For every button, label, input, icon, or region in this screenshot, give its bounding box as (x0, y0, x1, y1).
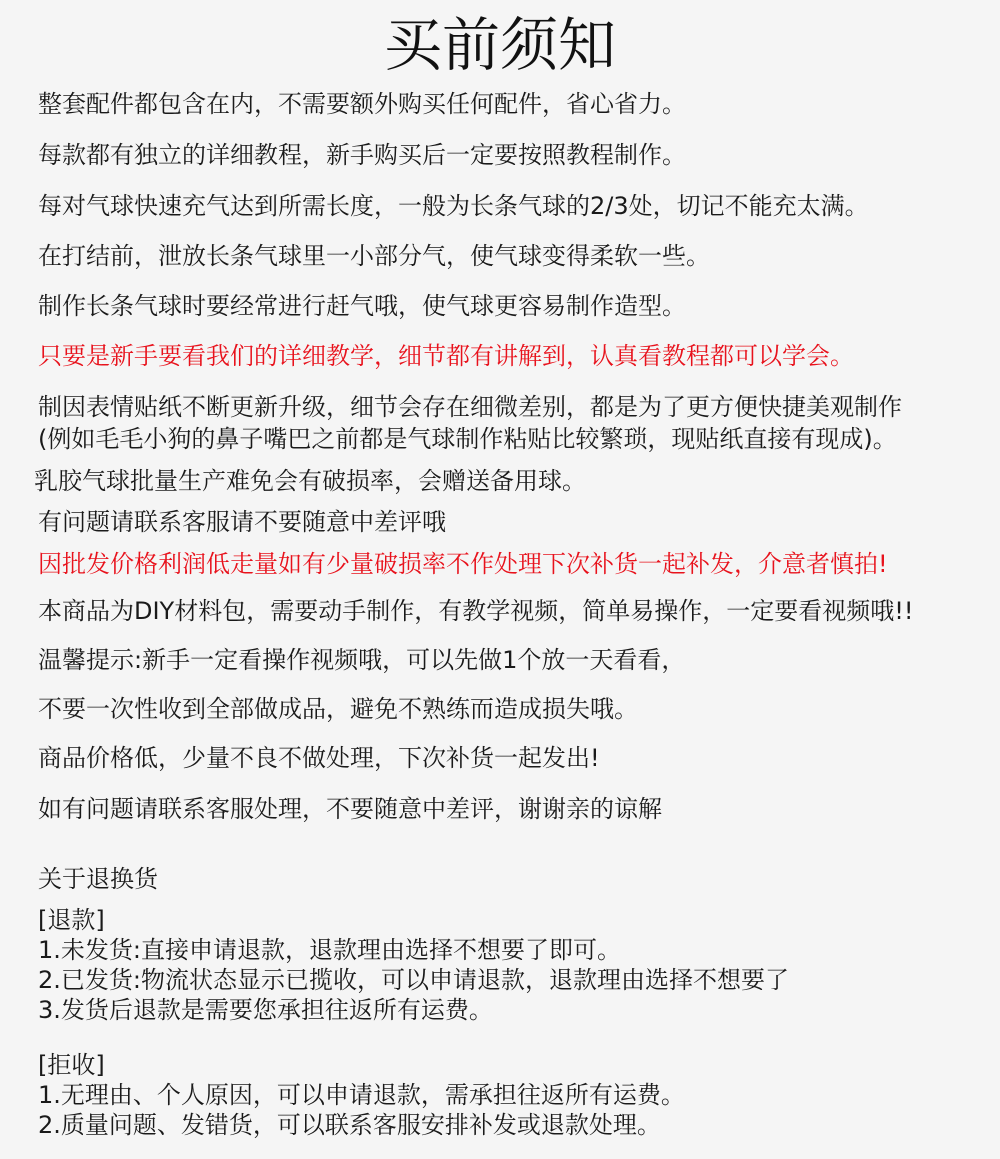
note-line: 每款都有独立的详细教程，新手购买后一定要按照教程制作。 (38, 141, 686, 169)
note-line: 如有问题请联系客服处理，不要随意中差评，谢谢亲的谅解 (38, 795, 662, 823)
note-line-highlight: 只要是新手要看我们的详细教学，细节都有讲解到，认真看教程都可以学会。 (38, 342, 854, 370)
reject-item: 1.无理由、个人原因，可以申请退款，需承担往返所有运费。 (38, 1081, 685, 1109)
page-title: 买前须知 (383, 11, 616, 79)
note-line: 有问题请联系客服请不要随意中差评哦 (38, 508, 446, 536)
refund-item: 2.已发货:物流状态显示已揽收，可以申请退款，退款理由选择不想要了 (38, 966, 789, 994)
note-line: 每对气球快速充气达到所需长度，一般为长条气球的2/3处，切记不能充太满。 (38, 192, 869, 220)
returns-heading: 关于退换货 (38, 865, 158, 893)
note-line-highlight: 因批发价格利润低走量如有少量破损率不作处理下次补货一起补发，介意者慎拍! (38, 550, 888, 578)
note-line: (例如毛毛小狗的鼻子嘴巴之前都是气球制作粘贴比较繁琐，现贴纸直接有现成)。 (38, 425, 897, 453)
refund-section (38, 905, 789, 1025)
note-line: 温馨提示:新手一定看操作视频哦，可以先做1个放一天看看， (38, 646, 686, 674)
note-line: 制作长条气球时要经常进行赶气哦，使气球更容易制作造型。 (38, 292, 686, 320)
note-line: 乳胶气球批量生产难免会有破损率，会赠送备用球。 (34, 467, 586, 495)
note-line: 本商品为DIY材料包，需要动手制作，有教学视频，简单易操作，一定要看视频哦!! (38, 597, 914, 625)
refund-item: 1.未发货:直接申请退款，退款理由选择不想要了即可。 (38, 936, 621, 964)
reject-title: [拒收] (38, 1051, 105, 1079)
note-line: 不要一次性收到全部做成品，避免不熟练而造成损失哦。 (38, 695, 638, 723)
refund-item: 3.发货后退款是需要您承担往返所有运费。 (38, 996, 493, 1024)
note-line: 在打结前，泄放长条气球里一小部分气，使气球变得柔软一些。 (38, 242, 710, 270)
note-line: 整套配件都包含在内，不需要额外购买任何配件，省心省力。 (38, 90, 686, 118)
note-line: 制因表情贴纸不断更新升级，细节会存在细微差别，都是为了更方便快捷美观制作 (38, 393, 902, 421)
reject-section (38, 1050, 685, 1140)
note-line: 商品价格低，少量不良不做处理，下次补货一起发出! (38, 744, 600, 772)
reject-item: 2.质量问题、发错货，可以联系客服安排补发或退款处理。 (38, 1111, 661, 1139)
refund-title: [退款] (38, 906, 105, 934)
